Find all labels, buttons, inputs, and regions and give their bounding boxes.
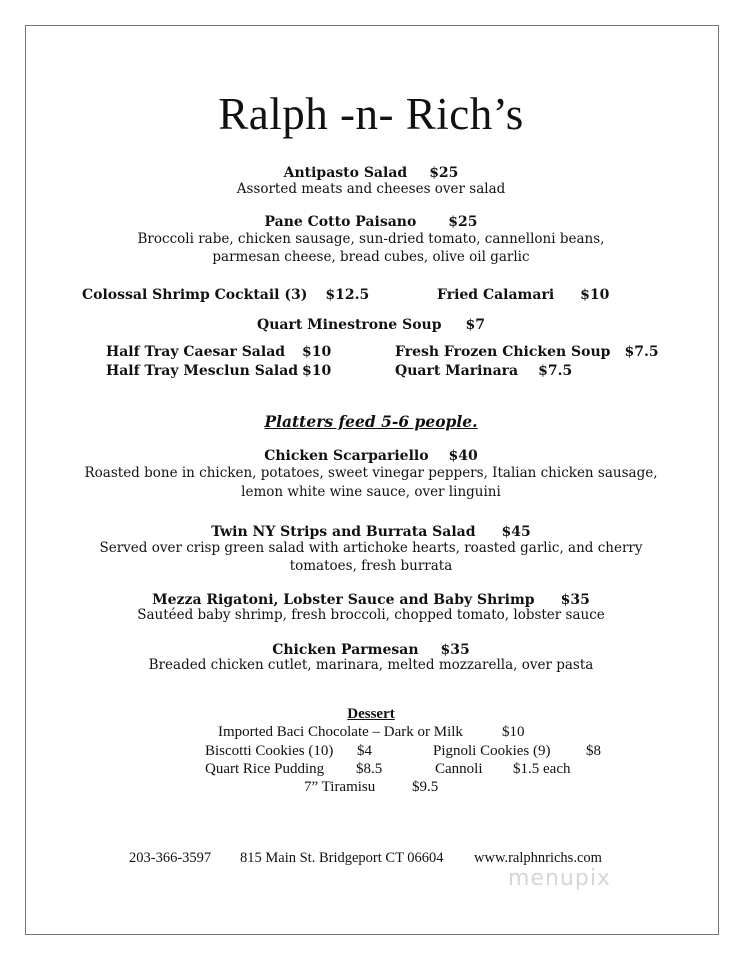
dessert-rice-pudding: Quart Rice Pudding	[205, 761, 325, 777]
item-name: Mezza Rigatoni, Lobster Sauce and Baby Shrimp	[152, 592, 535, 608]
dessert-heading: Dessert	[347, 706, 395, 722]
item-name: Fried Calamari	[437, 287, 555, 303]
dessert-biscotti: Biscotti Cookies (10)	[205, 743, 334, 759]
item-price-mesclun: $10	[302, 363, 332, 379]
item-description: lemon white wine sauce, over linguini	[241, 484, 501, 500]
dessert-tiramisu: 7” Tiramisu	[304, 779, 376, 795]
item-name: Half Tray Mesclun Salad	[106, 363, 299, 379]
item-name: Imported Baci Chocolate – Dark or Milk	[218, 724, 463, 740]
item-name: Half Tray Caesar Salad	[106, 344, 286, 360]
platters-heading: Platters feed 5-6 people.	[264, 412, 478, 431]
footer-website[interactable]: www.ralphnrichs.com	[474, 850, 602, 866]
item-name: Twin NY Strips and Burrata Salad	[211, 524, 476, 540]
menu-item-marinara	[395, 363, 572, 379]
item-description: Broccoli rabe, chicken sausage, sun-dried tomato, cannelloni beans,	[137, 231, 605, 247]
menu-item-caesar	[106, 344, 285, 360]
item-description: Assorted meats and cheeses over salad	[236, 181, 506, 197]
restaurant-name: Ralph -n- Rich’s	[218, 89, 524, 139]
dessert-cannoli: Cannoli	[435, 761, 483, 777]
dessert-pignoli: Pignoli Cookies (9)	[433, 743, 551, 759]
item-description: Served over crisp green salad with artichoke hearts, roasted garlic, and cherry	[99, 540, 643, 556]
item-price: $10	[580, 287, 610, 303]
menu-item-shrimp-cocktail	[82, 287, 369, 303]
item-price: $7	[465, 317, 485, 333]
footer-address: 815 Main St. Bridgeport CT 06604	[240, 850, 444, 866]
item-name: Chicken Scarpariello	[264, 448, 429, 464]
item-price: $45	[501, 524, 531, 540]
menu-item-chicken-soup	[395, 344, 659, 360]
item-name: Colossal Shrimp Cocktail (3)	[82, 287, 308, 303]
item-description: Breaded chicken cutlet, marinara, melted mozzarella, over pasta	[148, 657, 594, 673]
menu-item-antipasto	[0, 162, 742, 181]
item-price: $35	[440, 642, 470, 658]
item-price: $25	[429, 165, 459, 181]
item-price: $25	[448, 214, 478, 230]
item-price: $7.5	[624, 344, 659, 360]
item-price: $35	[560, 592, 590, 608]
dessert-tiramisu-price: $9.5	[412, 779, 439, 795]
item-name: Antipasto Salad	[283, 165, 408, 181]
item-description: Roasted bone in chicken, potatoes, sweet vinegar peppers, Italian chicken sausage,	[84, 465, 658, 481]
platter-chicken-parmesan	[0, 639, 742, 658]
dessert-rice-pudding-price: $8.5	[356, 761, 383, 777]
item-price-caesar: $10	[302, 344, 332, 360]
footer-phone: 203-366-3597	[129, 850, 212, 866]
dessert-baci	[218, 724, 463, 741]
item-name: Pane Cotto Paisano	[264, 214, 417, 230]
item-name: Chicken Parmesan	[272, 642, 419, 658]
item-price: $40	[448, 448, 478, 464]
menu-item-minestrone	[0, 314, 742, 333]
item-price: $12.5	[325, 287, 370, 303]
item-description: tomatoes, fresh burrata	[289, 558, 453, 574]
dessert-pignoli-price: $8	[586, 743, 601, 759]
dessert-baci-price: $10	[502, 724, 525, 740]
dessert-cannoli-price: $1.5 each	[513, 761, 571, 777]
item-name: Quart Minestrone Soup	[257, 317, 442, 333]
platter-chicken-scarpariello	[0, 445, 742, 464]
menu-item-mesclun	[106, 363, 298, 379]
platter-twin-ny-strips	[0, 521, 742, 540]
item-name: Quart Marinara	[395, 363, 519, 379]
menu-item-fried-calamari	[437, 287, 609, 303]
menu-item-pane-cotto	[0, 211, 742, 230]
item-description: Sautéed baby shrimp, fresh broccoli, chopped tomato, lobster sauce	[137, 607, 605, 623]
platter-mezza-rigatoni	[0, 589, 742, 608]
item-price: $7.5	[538, 363, 573, 379]
dessert-biscotti-price: $4	[357, 743, 372, 759]
item-description: parmesan cheese, bread cubes, olive oil garlic	[212, 249, 530, 265]
item-name: Fresh Frozen Chicken Soup	[395, 344, 611, 360]
menupix-watermark: menupix	[508, 866, 611, 891]
